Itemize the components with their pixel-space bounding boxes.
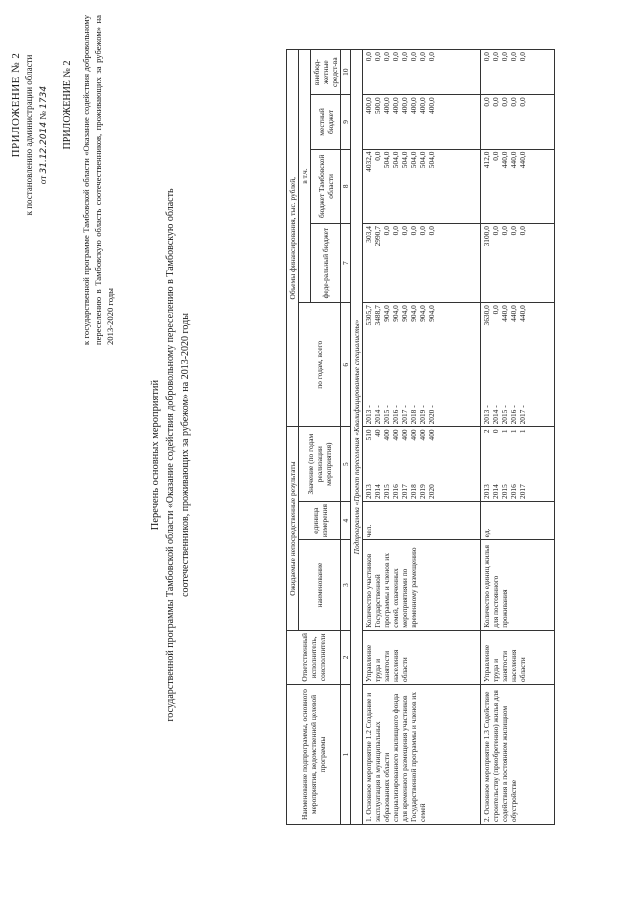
col-number: 5: [341, 427, 351, 502]
year-amount: 400: [400, 429, 409, 441]
amount-value: 504,0: [427, 151, 436, 169]
year-label: 2016: [509, 484, 518, 499]
resolution-date: 31.12.2014: [39, 121, 49, 174]
header-unit: единица измерения: [299, 501, 341, 539]
year-label: 2019 -: [418, 405, 427, 425]
year-value-line: [418, 305, 427, 424]
appendix-date-line: [38, 5, 49, 265]
activity-executor: Управление труда и занятости населения области: [481, 630, 555, 684]
number-prefix: №: [38, 111, 48, 120]
financing-federal: [363, 224, 481, 303]
col-number: 7: [341, 224, 351, 303]
resolution-number: 1734: [39, 85, 49, 109]
year-value-line: [491, 429, 500, 499]
year-amount: 904,0: [427, 305, 436, 322]
amount-value: 0,0: [491, 97, 500, 107]
result-values: [363, 427, 481, 502]
amount-value: 400,0: [409, 97, 418, 114]
amount-value: 3100,0: [482, 226, 491, 247]
amount-value: 504,0: [382, 151, 391, 169]
year-label: 2013 -: [482, 405, 491, 425]
amount-value: 0,0: [482, 97, 491, 107]
year-amount: 400: [418, 429, 427, 441]
amount-value: 504,0: [391, 151, 400, 169]
year-label: 2015 -: [382, 405, 391, 425]
year-value-line: [491, 305, 500, 424]
program-appendix-title: ПРИЛОЖЕНИЕ № 2: [62, 60, 73, 150]
year-value-line: [382, 305, 391, 424]
appendix-title: ПРИЛОЖЕНИЕ № 2: [10, 52, 22, 158]
amount-value: 0,0: [482, 52, 491, 62]
amount-value: 0,0: [509, 226, 518, 236]
year-label: 2014: [491, 484, 500, 499]
amount-value: 0,0: [500, 97, 509, 107]
header-total: по годам, всего: [299, 303, 341, 427]
year-amount: 1: [509, 429, 518, 434]
table-row: [481, 50, 555, 825]
document-subtitle-line2: соотечественников, проживающих за рубежом» на 2013-2020 годы: [180, 313, 191, 597]
year-value-line: [409, 305, 418, 424]
year-amount: 1: [518, 429, 527, 434]
year-label: 2016: [391, 484, 400, 499]
header-regional: бюджет Тамбовской области: [311, 149, 341, 224]
year-amount: 40: [373, 429, 382, 437]
amount-value: 400,0: [427, 97, 436, 114]
amount-value: 2990,7: [373, 226, 382, 247]
year-amount: 3630,0: [482, 305, 491, 326]
amount-value: 0,0: [409, 226, 418, 236]
amount-value: 440,0: [518, 151, 527, 169]
year-amount: 0: [491, 429, 500, 434]
amount-value: 0,0: [491, 226, 500, 236]
table-row: [363, 50, 481, 825]
year-amount: 400: [391, 429, 400, 441]
financing-local: [481, 95, 555, 149]
col-number: 3: [341, 540, 351, 630]
year-value-line: [382, 429, 391, 499]
year-value-line: [373, 305, 382, 424]
header-value: Значение (по годам реализации мероприятия): [299, 427, 341, 502]
col-number: 4: [341, 501, 351, 539]
amount-value: 0,0: [518, 97, 527, 107]
activity-executor: Управление труда и занятости населения области: [363, 630, 481, 684]
year-amount: 440,0: [500, 305, 509, 322]
amount-value: 0,0: [491, 52, 500, 62]
year-value-line: [364, 305, 373, 424]
year-label: 2016 -: [391, 405, 400, 425]
year-value-line: [518, 305, 527, 424]
year-label: 2013: [482, 484, 491, 499]
program-appendix-text: к государственной программе Тамбовской области «Оказание содействия добровольному переселению в Тамбовскую область соотечественников, проживающих за рубежом» на 2013-2020 годы: [81, 15, 115, 345]
col-number: 9: [341, 95, 351, 149]
col-number: 8: [341, 149, 351, 224]
amount-value: 0,0: [400, 52, 409, 62]
amount-value: 400,0: [382, 97, 391, 114]
year-label: 2014 -: [373, 405, 382, 425]
amount-value: 303,4: [364, 226, 373, 243]
amount-value: 412,0: [482, 151, 491, 169]
amount-value: 0,0: [382, 52, 391, 62]
year-value-line: [500, 429, 509, 499]
amount-value: 504,0: [409, 151, 418, 169]
year-amount: 440,0: [509, 305, 518, 322]
result-values: [481, 427, 555, 502]
subprogram-title: Подпрограмма «Проект переселения «Квалифицированные специалисты»: [351, 50, 363, 825]
year-label: 2017: [518, 484, 527, 499]
amount-value: 0,0: [373, 52, 382, 62]
year-label: 2018 -: [409, 405, 418, 425]
amount-value: 0,0: [427, 52, 436, 62]
amount-value: 0,0: [509, 97, 518, 107]
amount-value: 0,0: [364, 52, 373, 62]
amount-value: 0,0: [518, 52, 527, 62]
year-amount: 3488,7: [373, 305, 382, 326]
document-subtitle-line1: государственной программы Тамбовской области «Оказание содействия добровольному переселению в Тамбовскую область: [165, 188, 176, 722]
year-value-line: [500, 305, 509, 424]
year-value-line: [518, 429, 527, 499]
amount-value: 4032,4: [364, 151, 373, 172]
year-label: 2013 -: [364, 405, 373, 425]
year-value-line: [509, 305, 518, 424]
year-label: 2017: [400, 484, 409, 499]
year-amount: 400: [382, 429, 391, 441]
year-value-line: [364, 429, 373, 499]
amount-value: 0,0: [373, 151, 382, 161]
document-title: Перечень основных мероприятий: [150, 379, 161, 531]
year-label: 2014 -: [491, 405, 500, 425]
year-label: 2017 -: [518, 405, 527, 425]
header-local: местный бюджет: [311, 95, 341, 149]
year-amount: 904,0: [382, 305, 391, 322]
col-number: 2: [341, 630, 351, 684]
year-label: 2014: [373, 484, 382, 499]
year-label: 2015: [382, 484, 391, 499]
activities-table: [286, 49, 555, 825]
amount-value: 440,0: [500, 151, 509, 169]
amount-value: 0,0: [400, 226, 409, 236]
amount-value: 0,0: [427, 226, 436, 236]
year-value-line: [427, 305, 436, 424]
financing-regional: [363, 149, 481, 224]
amount-value: 0,0: [518, 226, 527, 236]
year-amount: 2: [482, 429, 491, 434]
year-label: 2013: [364, 484, 373, 499]
financing-regional: [481, 149, 555, 224]
header-executor: Ответственный исполнитель, соисполнители: [287, 630, 341, 684]
amount-value: 0,0: [418, 52, 427, 62]
result-unit: ед.: [481, 501, 555, 539]
appendix-resolution-ref: к постановлению администрации области: [24, 54, 34, 216]
year-value-line: [391, 305, 400, 424]
amount-value: 0,0: [500, 226, 509, 236]
year-value-line: [400, 305, 409, 424]
amount-value: 0,0: [491, 151, 500, 161]
financing-extra: [481, 50, 555, 95]
header-financing: Объемы финансирования, тыс. рублей,: [287, 50, 299, 427]
year-value-line: [400, 429, 409, 499]
year-value-line: [427, 429, 436, 499]
header-extra: внебюд-жетные средст-ва: [311, 50, 341, 95]
col-number: 6: [341, 303, 351, 427]
year-value-line: [482, 429, 491, 499]
result-unit: чел.: [363, 501, 481, 539]
amount-value: 0,0: [509, 52, 518, 62]
year-amount: 400: [427, 429, 436, 441]
year-amount: 400: [409, 429, 418, 441]
amount-value: 400,0: [418, 97, 427, 114]
year-label: 2016 -: [509, 405, 518, 425]
year-amount: 904,0: [400, 305, 409, 322]
amount-value: 400,0: [364, 97, 373, 114]
date-prefix: от: [38, 175, 48, 185]
header-result-name: наименование: [299, 540, 341, 630]
amount-value: 440,0: [509, 151, 518, 169]
header-federal: феде-ральный бюджет: [311, 224, 341, 303]
year-label: 2017 -: [400, 405, 409, 425]
year-label: 2020: [427, 484, 436, 499]
year-label: 2018: [409, 484, 418, 499]
financing-totals: [363, 303, 481, 427]
year-label: 2015: [500, 484, 509, 499]
header-expected-results: Ожидаемые непосредственные результаты: [287, 427, 299, 630]
result-name: Количество участников Государственной программы и членов их семей, охваченных мероприятиями по временному размещению: [363, 540, 481, 630]
amount-value: 0,0: [391, 226, 400, 236]
header-including: в т.ч.: [299, 50, 311, 303]
year-value-line: [391, 429, 400, 499]
amount-value: 500,0: [373, 97, 382, 114]
year-value-line: [418, 429, 427, 499]
year-amount: 440,0: [518, 305, 527, 322]
activity-name: 2. Основное мероприятие 1.3 Содействие строительству (приобретению) жилья для содействия в постоянном жилищном обустройстве: [481, 684, 555, 824]
year-amount: 904,0: [418, 305, 427, 322]
amount-value: 0,0: [418, 226, 427, 236]
header-program-name: Наименование подпрограммы, основного мероприятия, ведомственной целевой программы: [287, 684, 341, 824]
year-label: 2019: [418, 484, 427, 499]
financing-federal: [481, 224, 555, 303]
amount-value: 400,0: [391, 97, 400, 114]
col-number: 10: [341, 50, 351, 95]
year-amount: 904,0: [391, 305, 400, 322]
result-name: Количество единиц жилья для постоянного проживания: [481, 540, 555, 630]
amount-value: 0,0: [409, 52, 418, 62]
year-amount: 510: [364, 429, 373, 441]
amount-value: 0,0: [391, 52, 400, 62]
year-amount: 904,0: [409, 305, 418, 322]
amount-value: 0,0: [500, 52, 509, 62]
amount-value: 0,0: [382, 226, 391, 236]
amount-value: 504,0: [418, 151, 427, 169]
year-label: 2020 -: [427, 405, 436, 425]
year-value-line: [409, 429, 418, 499]
year-value-line: [373, 429, 382, 499]
year-amount: 0,0: [491, 305, 500, 315]
year-amount: 1: [500, 429, 509, 434]
year-label: 2015 -: [500, 405, 509, 425]
amount-value: 400,0: [400, 97, 409, 114]
financing-totals: [481, 303, 555, 427]
year-amount: 5305,7: [364, 305, 373, 326]
financing-local: [363, 95, 481, 149]
year-value-line: [509, 429, 518, 499]
amount-value: 504,0: [400, 151, 409, 169]
col-number: 1: [341, 684, 351, 824]
year-value-line: [482, 305, 491, 424]
activity-name: 1. Основное мероприятие 1.2 Создание и эксплуатация в муниципальных образованиях области специализированного жилищного фонда для временного размещения участников Государственной программы и членов их семей: [363, 684, 481, 824]
financing-extra: [363, 50, 481, 95]
